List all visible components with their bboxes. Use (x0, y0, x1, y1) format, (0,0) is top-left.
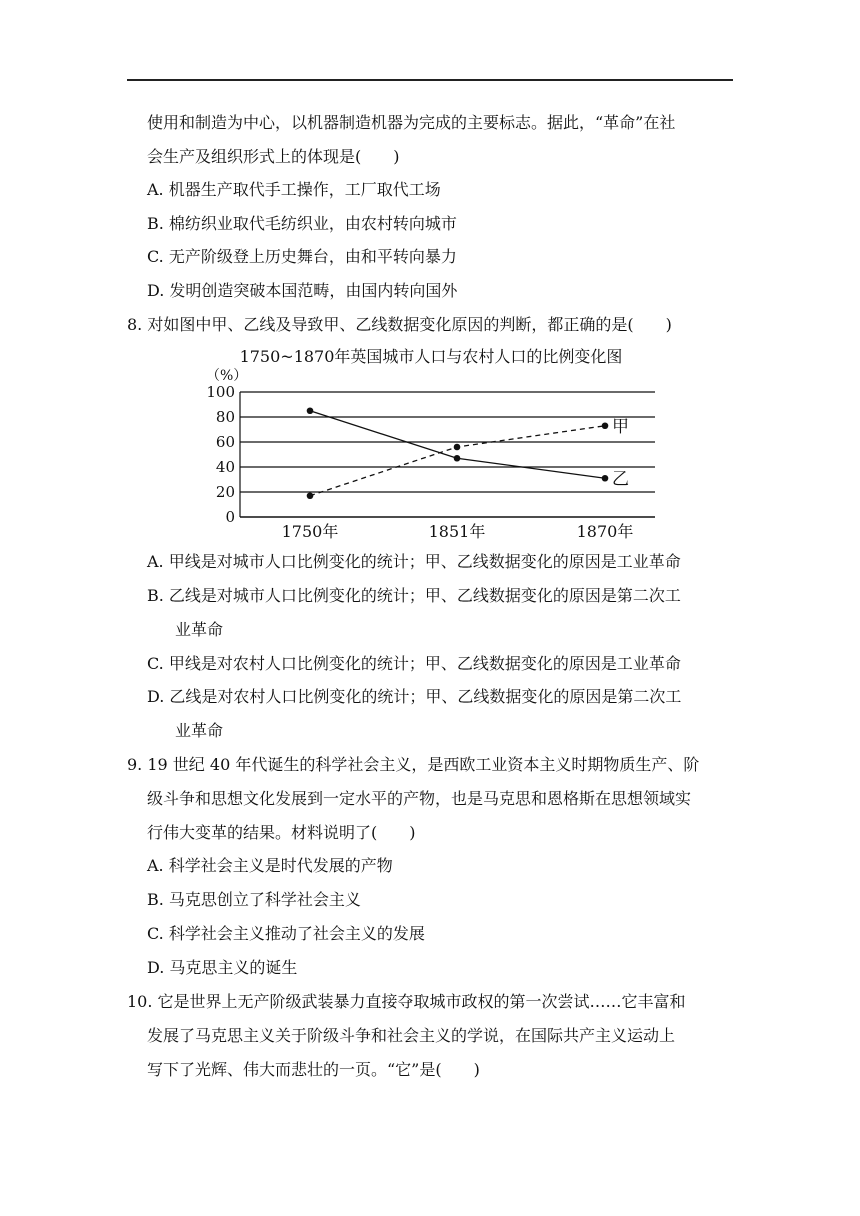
series-label: 甲 (612, 416, 629, 437)
q10-stem-line-3: 写下了光辉、伟大而悲壮的一页。“它”是( ) (147, 1060, 480, 1079)
q9-option-b: B. 马克思创立了科学社会主义 (147, 890, 361, 909)
y-tick-label: 40 (215, 458, 235, 476)
q9-stem-line-2: 级斗争和思想文化发展到一定水平的产物，也是马克思和恩格斯在思想领域实 (147, 789, 692, 808)
q9-option-a: A. 科学社会主义是时代发展的产物 (147, 856, 393, 875)
q9-stem-line-1: 9. 19 世纪 40 年代诞生的科学社会主义，是西欧工业资本主义时期物质生产、阶 (127, 755, 700, 774)
q7-stem-line-2: 会生产及组织形式上的体现是( ) (147, 147, 400, 166)
series-label: 乙 (612, 469, 629, 490)
series-point (307, 492, 314, 499)
x-tick-label: 1750年 (281, 522, 339, 541)
q8-stem: 8. 对如图中甲、乙线及导致甲、乙线数据变化原因的判断，都正确的是( ) (127, 315, 672, 334)
q9-option-d: D. 马克思主义的诞生 (147, 958, 298, 977)
q8-option-b: B. 乙线是对城市人口比例变化的统计；甲、乙线数据变化的原因是第二次工 (147, 586, 681, 605)
y-tick-label: 100 (206, 383, 235, 401)
q7-stem-line-1: 使用和制造为中心，以机器制造机器为完成的主要标志。据此，“革命”在社 (147, 113, 676, 132)
q7-option-d: D. 发明创造突破本国范畴，由国内转向国外 (147, 281, 458, 300)
q7-option-a: A. 机器生产取代手工操作，工厂取代工场 (147, 180, 441, 199)
y-tick-label: 80 (215, 408, 235, 426)
q7-option-c: C. 无产阶级登上历史舞台，由和平转向暴力 (147, 247, 457, 266)
header-rule (127, 79, 733, 81)
q7-option-b: B. 棉纺织业取代毛纺织业，由农村转向城市 (147, 214, 457, 233)
x-tick-label: 1870年 (576, 522, 634, 541)
y-tick-label: 60 (215, 433, 235, 451)
x-tick-label: 1851年 (428, 522, 486, 541)
series-point (307, 407, 314, 414)
y-axis-label: （%） (206, 368, 248, 384)
q8-option-d-cont: 业革命 (175, 721, 224, 740)
chart-title: 1750~1870年英国城市人口与农村人口的比例变化图 (239, 347, 623, 366)
y-tick-label: 20 (215, 483, 235, 501)
q9-stem-line-3: 行伟大变革的结果。材料说明了( ) (147, 823, 416, 842)
q10-stem-line-1: 10. 它是世界上无产阶级武装暴力直接夺取城市政权的第一次尝试……它丰富和 (127, 992, 686, 1011)
population-ratio-chart (200, 338, 670, 550)
q8-option-d: D. 乙线是对农村人口比例变化的统计；甲、乙线数据变化的原因是第二次工 (147, 687, 682, 706)
y-tick-label: 0 (225, 508, 235, 526)
series-point (602, 475, 609, 482)
q8-option-c: C. 甲线是对农村人口比例变化的统计；甲、乙线数据变化的原因是工业革命 (147, 654, 681, 673)
q9-option-c: C. 科学社会主义推动了社会主义的发展 (147, 924, 425, 943)
series-point (602, 422, 609, 429)
chart-series (307, 407, 629, 499)
q10-stem-line-2: 发展了马克思主义关于阶级斗争和社会主义的学说，在国际共产主义运动上 (147, 1026, 676, 1045)
q8-option-a: A. 甲线是对城市人口比例变化的统计；甲、乙线数据变化的原因是工业革命 (147, 552, 681, 571)
q8-option-b-cont: 业革命 (175, 620, 224, 639)
series-point (454, 455, 461, 462)
series-point (454, 444, 461, 451)
